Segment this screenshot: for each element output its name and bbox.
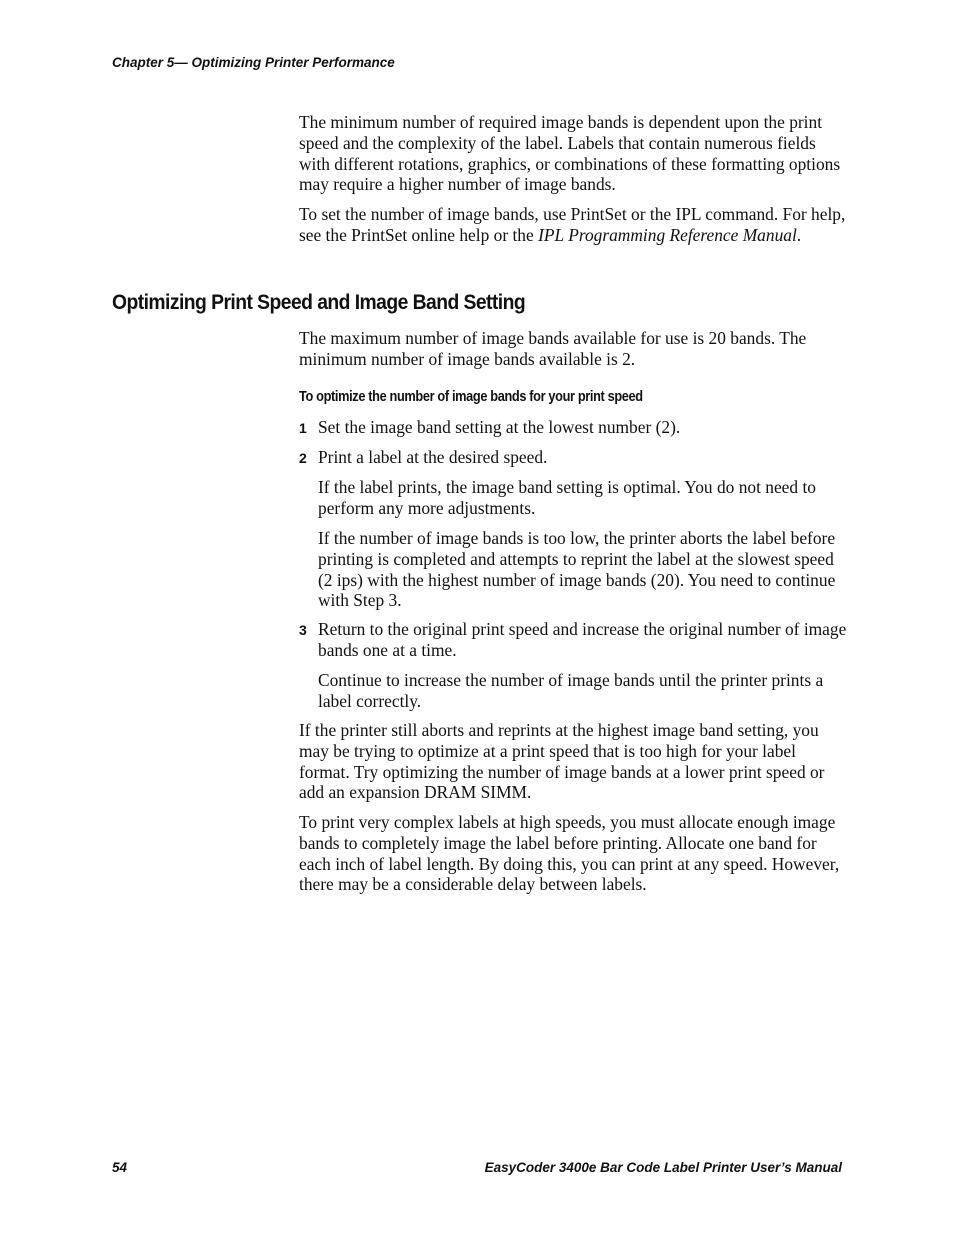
step-3-note: Continue to increase the number of image bands until the printer prints a label correctly. (318, 670, 824, 711)
step-1 (299, 417, 847, 438)
page-number: 54 (112, 1160, 128, 1175)
intro-paragraph-2-text: To set the number of image bands, use PrintSet or the IPL command. For help, see the PrintSet online help or the (299, 204, 846, 245)
step-2-note-1: If the label prints, the image band setting is optimal. You do not need to perform any more adjustments. (318, 477, 816, 518)
step-number: 3 (299, 622, 307, 638)
running-head: Chapter 5— Optimizing Printer Performance (112, 55, 395, 70)
step-3 (299, 619, 847, 661)
step-text: Print a label at the desired speed. (318, 447, 548, 467)
procedure-heading: To optimize the number of image bands for your print speed (299, 389, 643, 405)
section-heading: Optimizing Print Speed and Image Band Setting (112, 291, 526, 314)
section-paragraph-1: The maximum number of image bands available for use is 20 bands. The minimum number of image bands available is 2. (299, 328, 807, 369)
section-paragraph-3: To print very complex labels at high speeds, you must allocate enough image bands to completely image the label before printing. Allocate one band for each inch of label length. By doing this, you can print at any speed. However, there may be a considerable delay between labels. (299, 812, 840, 895)
intro-paragraph-2 (299, 204, 847, 246)
step-text: Return to the original print speed and increase the original number of image bands one at a time. (318, 619, 847, 660)
manual-reference: IPL Programming Reference Manual (538, 224, 797, 245)
step-number: 1 (299, 420, 307, 436)
manual-title: EasyCoder 3400e Bar Code Label Printer User’s Manual (484, 1160, 842, 1175)
step-number: 2 (299, 450, 307, 466)
section-paragraph-2: If the printer still aborts and reprints at the highest image band setting, you may be trying to optimize at a print speed that is too high for your label format. Try optimizing the number of image bands at a lower print speed or add an expansion DRAM SIMM. (299, 720, 825, 803)
intro-paragraph-1: The minimum number of required image bands is dependent upon the print speed and the complexity of the label. Labels that contain numerous fields with different rotations, graphics, or combinations of these formatting options may require a higher number of image bands. (299, 112, 841, 195)
step-text: Set the image band setting at the lowest number (2). (318, 417, 681, 437)
step-2 (299, 447, 847, 468)
intro-paragraph-2-end: . (796, 224, 802, 245)
step-2-note-2: If the number of image bands is too low, the printer aborts the label before printing is completed and attempts to reprint the label at the slowest speed (2 ips) with the highest number of image bands (20). You need to continue with Step 3. (318, 528, 836, 611)
